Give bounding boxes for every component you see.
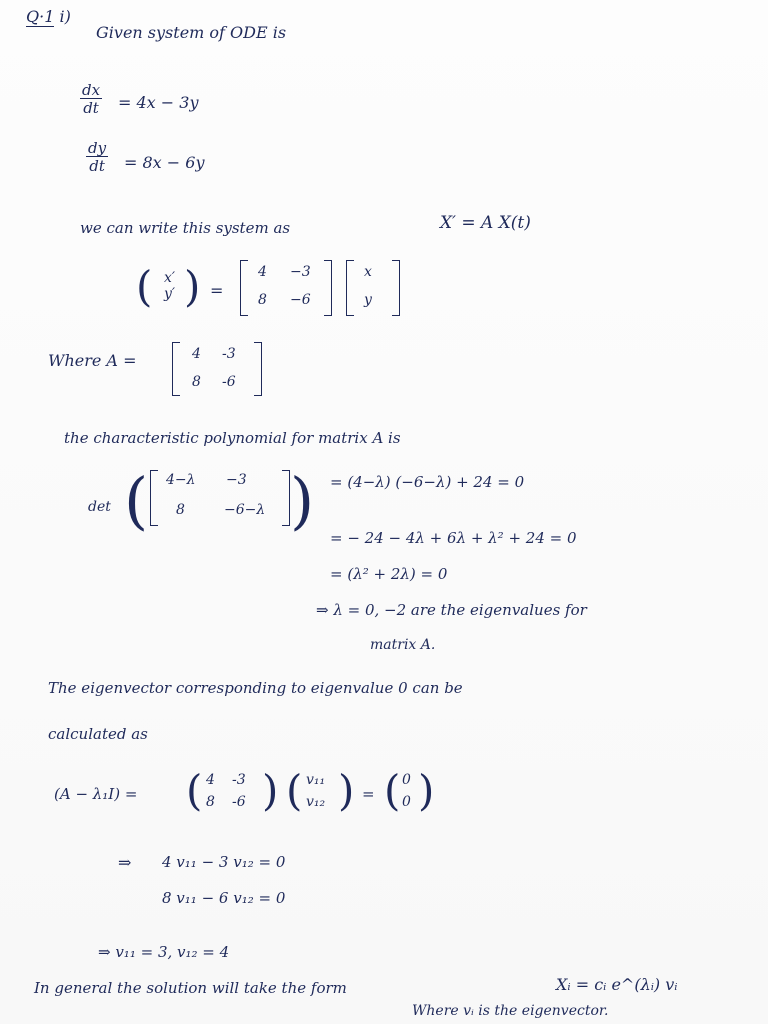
eig-eq1: 4 v₁₁ − 3 v₁₂ = 0 xyxy=(162,853,286,871)
eig-solution: ⇒ v₁₁ = 3, v₁₂ = 4 xyxy=(98,943,230,961)
dx-dt-fraction: $\frac{dx}{dt}$ xyxy=(82,81,101,117)
charpoly-line4: ⇒ λ = 0, −2 are the eigenvalues for xyxy=(316,601,587,619)
eigvec-text2: calculated as xyxy=(48,725,148,743)
eigvec-lhs: (A − λ₁I) = xyxy=(54,785,138,803)
matrix-bracket-left xyxy=(240,260,248,316)
det-paren-right: ) xyxy=(290,464,315,537)
part-label: i) xyxy=(59,7,71,26)
a-bracket-left xyxy=(172,342,180,396)
intro-text: Given system of ODE is xyxy=(96,23,287,42)
system-equals: = xyxy=(210,281,224,300)
eig-paren1-left: ( xyxy=(186,766,203,815)
eig-vector: v₁₁ v₁₂ xyxy=(306,772,326,810)
det-label: det xyxy=(88,499,111,515)
ode-eq1-rhs: = 4x − 3y xyxy=(118,93,199,112)
coefficient-matrix: 4 −3 8 −6 xyxy=(258,264,311,308)
derivative-vector: x′ y′ xyxy=(164,270,176,302)
left-paren: ( xyxy=(136,262,153,311)
a-bracket-right xyxy=(254,342,262,396)
right-paren: ) xyxy=(184,262,201,311)
eig-paren1-right: ) xyxy=(262,766,279,815)
eig-equals: = xyxy=(362,785,375,803)
eig-paren3-left: ( xyxy=(384,766,401,815)
eig-paren2-right: ) xyxy=(338,766,355,815)
system-text: we can write this system as xyxy=(80,219,291,237)
eigvec-text1: The eigenvector corresponding to eigenvalue 0 can be xyxy=(48,679,463,697)
eig-eq2: 8 v₁₁ − 6 v₁₂ = 0 xyxy=(162,889,286,907)
charpoly-line1: = (4−λ) (−6−λ) + 24 = 0 xyxy=(330,473,525,491)
char-matrix: 4−λ −3 8 −6−λ xyxy=(166,472,266,518)
eig-paren3-right: ) xyxy=(418,766,435,815)
general-form: Xᵢ = cᵢ e^(λᵢ) vᵢ xyxy=(556,975,678,994)
det-paren-left: ( xyxy=(124,464,149,537)
charpoly-text: the characteristic polynomial for matrix A is xyxy=(64,429,401,447)
vector-bracket-right xyxy=(392,260,400,316)
zero-vector: 0 0 xyxy=(402,772,411,810)
charpoly-line5: matrix A. xyxy=(370,637,436,653)
eig-paren2-left: ( xyxy=(286,766,303,815)
eig-matrix: 4 -3 8 -6 xyxy=(206,772,246,810)
det-bracket-left xyxy=(150,470,158,526)
charpoly-line2: = − 24 − 4λ + 6λ + λ² + 24 = 0 xyxy=(330,529,577,547)
charpoly-line3: = (λ² + 2λ) = 0 xyxy=(330,565,448,583)
system-form: X′ = A X(t) xyxy=(440,213,531,233)
implies-arrow: ⇒ xyxy=(118,853,132,872)
det-bracket-right xyxy=(282,470,290,526)
general-text: In general the solution will take the form xyxy=(34,979,347,997)
ode-eq2-rhs: = 8x − 6y xyxy=(124,153,205,172)
question-label: Q·1 xyxy=(26,7,55,26)
dy-dt-fraction: $\frac{dy}{dt}$ xyxy=(88,139,107,175)
matrix-a: 4 -3 8 -6 xyxy=(192,346,236,390)
matrix-bracket-right xyxy=(324,260,332,316)
where-a-label: Where A = xyxy=(48,351,137,370)
state-vector: x y xyxy=(364,264,372,308)
question-number xyxy=(26,8,71,26)
general-note: Where vᵢ is the eigenvector. xyxy=(412,1003,609,1019)
vector-bracket-left xyxy=(346,260,354,316)
